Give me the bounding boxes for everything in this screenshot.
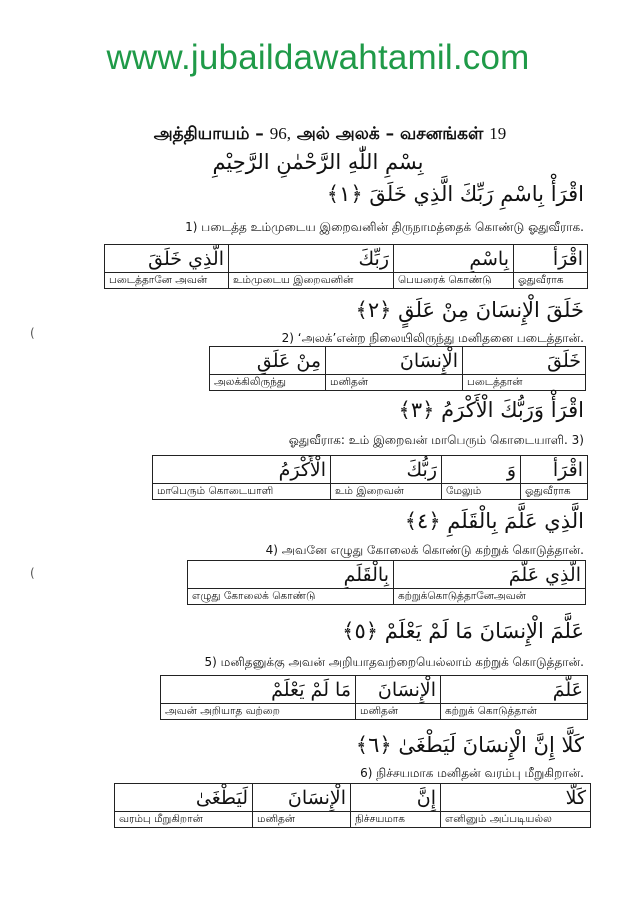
margin-mark: ( xyxy=(30,566,35,580)
tamil-meaning-cell: அவன் அறியாத வற்றை xyxy=(161,704,356,720)
title-part1: அத்தியாயம் – xyxy=(153,124,270,144)
tamil-row xyxy=(188,589,586,605)
tamil-meaning-cell: நிச்சயமாக xyxy=(351,812,441,828)
arabic-word-cell: عَلَّمَ xyxy=(441,676,588,704)
margin-mark: ( xyxy=(30,326,35,340)
arabic-word-cell: الْإِنسَانَ xyxy=(253,784,351,812)
bismillah: بِسْمِ اللّٰهِ الرَّحْمٰنِ الرَّحِيْمِ xyxy=(212,150,424,174)
arabic-word-cell: رَبُّكَ xyxy=(331,456,442,484)
tamil-meaning-cell: மேலும் xyxy=(442,484,521,500)
verse-arabic: عَلَّمَ الْإِنسَانَ مَا لَمْ يَعْلَمْ ﴿٥﴾ xyxy=(342,619,584,643)
tamil-meaning-cell: படைத்தான் xyxy=(463,375,586,391)
tamil-row xyxy=(210,375,586,391)
verse-arabic: الَّذِي عَلَّمَ بِالْقَلَمِ ﴿٤﴾ xyxy=(404,509,584,533)
word-table xyxy=(209,346,586,391)
arabic-row xyxy=(161,676,588,704)
verse-translation: 5) மனிதனுக்கு அவன் அறியாதவற்றையெல்லாம் கற்றுக் கொடுத்தான். xyxy=(204,655,584,669)
tamil-meaning-cell: பெயரைக் கொண்டு xyxy=(394,273,514,289)
arabic-word-cell: اقْرَأْ xyxy=(514,245,588,273)
tamil-meaning-cell: அலக்கிலிருந்து xyxy=(210,375,326,391)
tamil-meaning-cell: கற்றுக் கொடுத்தான் xyxy=(441,704,588,720)
tamil-row xyxy=(115,812,591,828)
tamil-meaning-cell: கற்றுக்கொடுத்தானேஅவன் xyxy=(394,589,586,605)
arabic-word-cell: لَيَطْغَىٰ xyxy=(115,784,253,812)
tamil-row xyxy=(161,704,588,720)
arabic-word-cell: كَلَّا xyxy=(441,784,591,812)
verse-translation: 6) நிச்சயமாக மனிதன் வரம்பு மீறுகிறான். xyxy=(360,766,584,780)
verse-translation: 4) அவனே எழுது கோலைக் கொண்டு கற்றுக் கொடுத்தான். xyxy=(265,543,584,557)
chapter-number: 96, xyxy=(269,124,291,143)
chapter-title xyxy=(0,124,636,146)
title-part2: அல் அலக் – வசனங்கள் xyxy=(290,124,490,144)
arabic-word-cell: مَا لَمْ يَعْلَمْ xyxy=(161,676,356,704)
tamil-row xyxy=(105,273,588,289)
website-url-header: www.jubaildawahtamil.com xyxy=(106,38,530,77)
arabic-word-cell: الَّذِي عَلَّمَ xyxy=(394,561,586,589)
arabic-row xyxy=(188,561,586,589)
arabic-row xyxy=(115,784,591,812)
arabic-word-cell: الْأَكْرَمُ xyxy=(153,456,331,484)
verse-translation: 1) படைத்த உம்முடைய இறைவனின் திருநாமத்தைக் கொண்டு ஓதுவீராக. xyxy=(185,220,584,234)
tamil-meaning-cell: ஓதுவீராக xyxy=(521,484,588,500)
word-table xyxy=(114,783,591,828)
tamil-meaning-cell: மனிதன் xyxy=(356,704,441,720)
tamil-meaning-cell: எழுது கோலைக் கொண்டு xyxy=(188,589,394,605)
arabic-word-cell: الْإِنسَانَ xyxy=(326,347,463,375)
word-table xyxy=(104,244,588,289)
verse-arabic: كَلَّا إِنَّ الْإِنسَانَ لَيَطْغَىٰ ﴿٦﴾ xyxy=(355,733,584,757)
tamil-meaning-cell: மனிதன் xyxy=(326,375,463,391)
verse-count: 19 xyxy=(489,124,507,143)
word-table xyxy=(187,560,586,605)
arabic-word-cell: الْإِنسَانَ xyxy=(356,676,441,704)
arabic-row xyxy=(210,347,586,375)
arabic-word-cell: بِاسْمِ xyxy=(394,245,514,273)
arabic-word-cell: بِالْقَلَمِ xyxy=(188,561,394,589)
arabic-word-cell: اقْرَأْ xyxy=(521,456,588,484)
arabic-word-cell: وَ xyxy=(442,456,521,484)
arabic-row xyxy=(153,456,588,484)
arabic-word-cell: مِنْ عَلَقٍ xyxy=(210,347,326,375)
tamil-meaning-cell: உம்முடைய இறைவனின் xyxy=(229,273,394,289)
tamil-row xyxy=(153,484,588,500)
word-table xyxy=(152,455,588,500)
tamil-meaning-cell: எனினும் அப்படியல்ல xyxy=(441,812,591,828)
arabic-word-cell: إِنَّ xyxy=(351,784,441,812)
arabic-word-cell: الَّذِي خَلَقَ xyxy=(105,245,229,273)
arabic-word-cell: رَبِّكَ xyxy=(229,245,394,273)
tamil-meaning-cell: மாபெரும் கொடையாளி xyxy=(153,484,331,500)
tamil-meaning-cell: படைத்தானே அவன் xyxy=(105,273,229,289)
word-table xyxy=(160,675,588,720)
tamil-meaning-cell: ஓதுவீராக xyxy=(514,273,588,289)
tamil-meaning-cell: வரம்பு மீறுகிறான் xyxy=(115,812,253,828)
verse-translation: 2) ‘அலக்’என்ற நிலையிலிருந்து மனிதனை படைத்தான். xyxy=(281,331,584,345)
verse-arabic: اقْرَأْ بِاسْمِ رَبِّكَ الَّذِي خَلَقَ ﴿١﴾ xyxy=(326,182,584,206)
arabic-row xyxy=(105,245,588,273)
verse-arabic: خَلَقَ الْإِنسَانَ مِنْ عَلَقٍ ﴿٢﴾ xyxy=(355,298,584,322)
verse-arabic: اقْرَأْ وَرَبُّكَ الْأَكْرَمُ ﴿٣﴾ xyxy=(398,398,584,422)
tamil-meaning-cell: உம் இறைவன் xyxy=(331,484,442,500)
verse-translation: ஓதுவீராக: உம் இறைவன் மாபெரும் கொடையாளி. 3) xyxy=(288,433,584,447)
arabic-word-cell: خَلَقَ xyxy=(463,347,586,375)
tamil-meaning-cell: மனிதன் xyxy=(253,812,351,828)
